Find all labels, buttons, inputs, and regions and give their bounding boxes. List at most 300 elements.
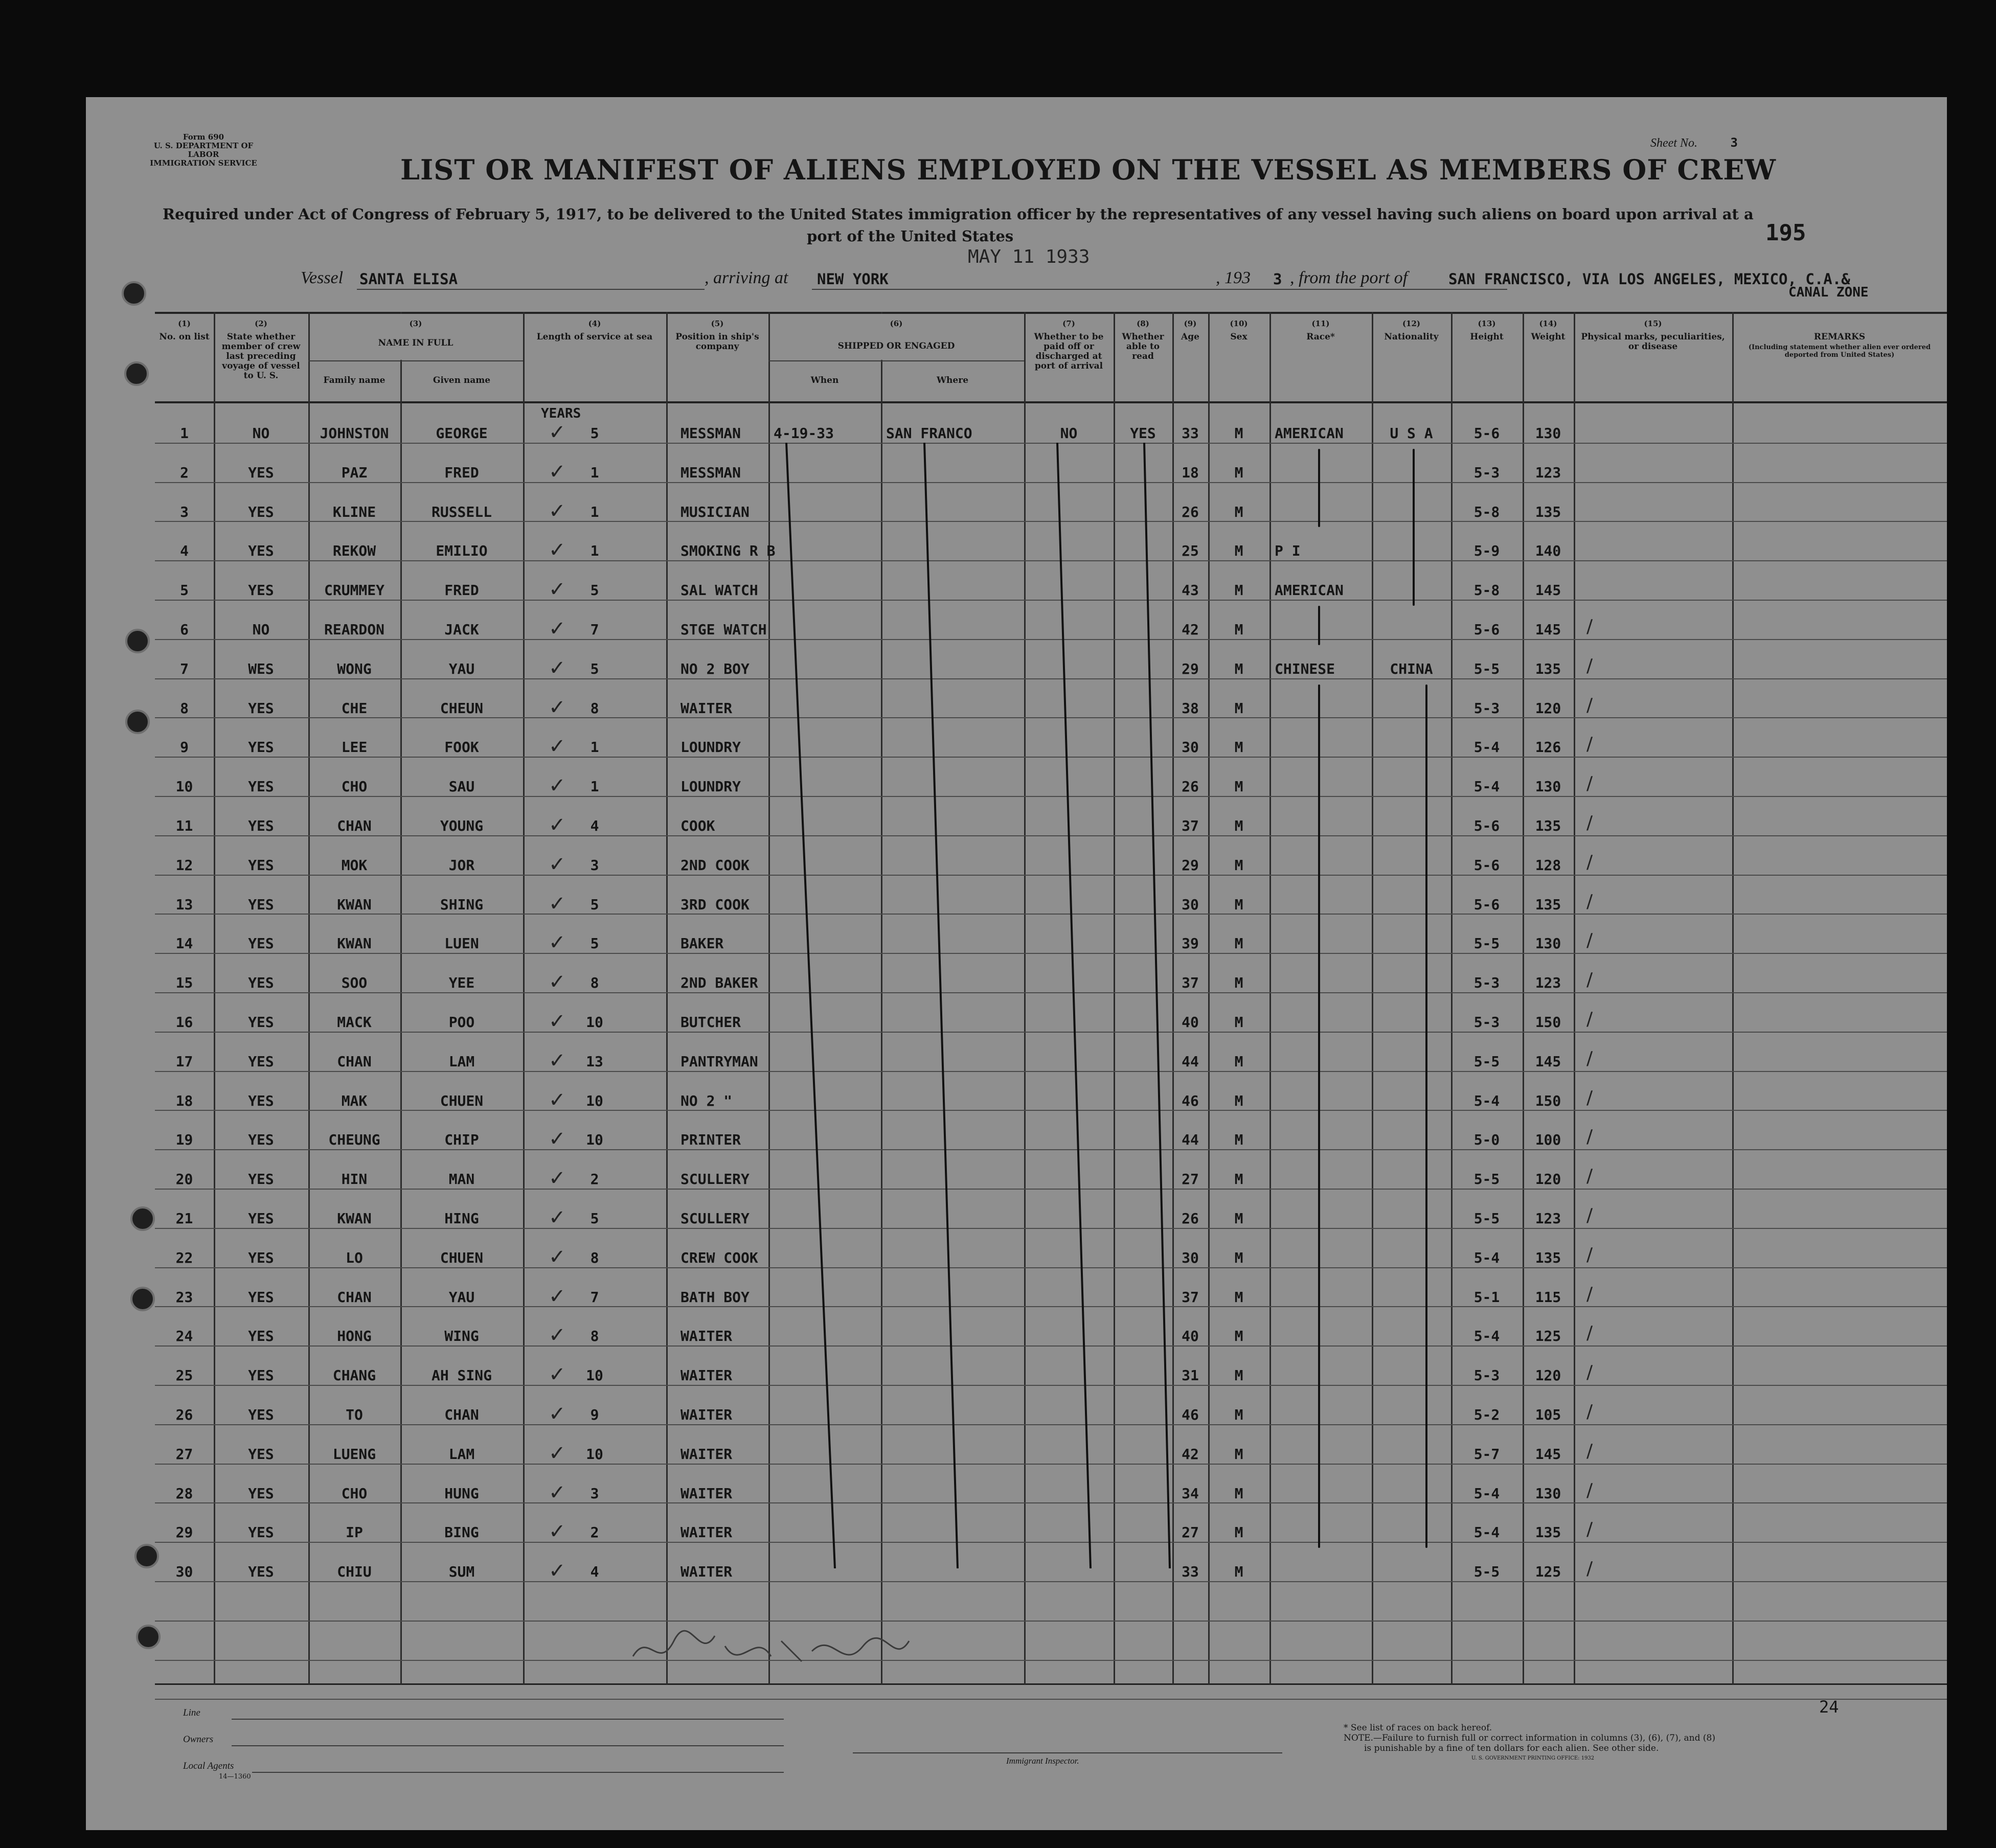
column-header-c15: Physical marks, peculiarities, or disease [1581,332,1725,352]
check-mark-icon: ✓ [549,1441,566,1465]
tick-mark-icon: / [1586,1283,1593,1305]
check-mark-icon: ✓ [549,499,566,523]
check-mark-icon: ✓ [549,538,566,562]
cell-position: SCULLERY [681,1210,750,1227]
year-digit: 3 [1273,270,1282,288]
column-number-c6: (6) [890,319,903,328]
cell-height: 5-3 [1473,974,1500,992]
cell-no: 23 [175,1288,193,1306]
cell-years: 4 [590,817,599,834]
department-line: U. S. DEPARTMENT OF LABOR [153,141,254,159]
tick-mark-icon: / [1586,930,1593,951]
cell-given: CHUEN [440,1249,484,1266]
cell-years: 1 [590,739,599,756]
cell-years: 5 [590,896,599,913]
cell-prev: YES [248,1092,274,1109]
cell-years: 8 [590,974,599,992]
check-mark-icon: ✓ [549,1088,566,1112]
cell-sex: M [1234,582,1243,599]
cell-age: 29 [1182,856,1199,874]
ditto-line [1413,449,1415,606]
cell-weight: 135 [1535,660,1561,677]
cell-family: REARDON [324,621,384,638]
column-header-c14: Weight [1531,332,1566,342]
cell-given: HING [444,1210,479,1227]
check-mark-icon: ✓ [549,656,566,680]
cell-family: KWAN [337,896,372,913]
sheet-number-block [1650,135,1738,150]
cell-sex: M [1234,1210,1243,1227]
tick-mark-icon: / [1586,616,1593,637]
cell-years: 2 [590,1171,599,1188]
cell-age: 27 [1182,1171,1199,1188]
check-mark-icon: ✓ [549,970,566,994]
line-label: Line [183,1707,200,1718]
cell-prev: YES [248,1406,274,1423]
cell-family: CRUMMEY [324,582,384,599]
cell-years: 8 [590,1328,599,1345]
cell-family: JOHNSTON [320,425,389,442]
cell-given: HUNG [444,1485,479,1502]
cell-weight: 150 [1535,1092,1561,1109]
check-mark-icon: ✓ [549,617,566,641]
arrival-port: NEW YORK [817,270,889,288]
cell-given: LUEN [444,935,479,952]
vessel-name: SANTA ELISA [359,270,458,288]
cell-weight: 115 [1535,1288,1561,1306]
ditto-line [1318,606,1320,645]
cell-no: 3 [180,503,189,520]
check-mark-icon: ✓ [549,1048,566,1073]
cell-prev: WES [248,660,274,677]
cell-given: CHAN [444,1406,479,1423]
cell-position: NO 2 " [681,1092,733,1109]
cell-prev: YES [248,1210,274,1227]
cell-prev: YES [248,699,274,717]
cell-family: PAZ [341,464,368,481]
tick-mark-icon: / [1586,969,1593,991]
ditto-line [1425,685,1427,1548]
sheet-label: Sheet No. [1650,136,1697,150]
cell-no: 17 [175,1053,193,1070]
cell-sex: M [1234,817,1243,834]
cell-age: 37 [1182,974,1199,992]
cell-no: 5 [180,582,189,599]
cell-prev: YES [248,1288,274,1306]
race-note: * See list of races on back hereof. [1344,1723,1492,1733]
cell-given: YAU [448,1288,475,1306]
cell-weight: 123 [1535,974,1561,992]
cell-weight: 120 [1535,1171,1561,1188]
check-mark-icon: ✓ [549,774,566,798]
tick-mark-icon: / [1586,1166,1593,1187]
check-mark-icon: ✓ [549,1167,566,1191]
cell-sex: M [1234,1288,1243,1306]
cell-given: LAM [448,1053,475,1070]
cell-prev: YES [248,1249,274,1266]
cell-age: 33 [1182,425,1199,442]
cell-age: 40 [1182,1014,1199,1031]
cell-weight: 100 [1535,1131,1561,1149]
vessel-line [301,268,1937,300]
cell-sex: M [1234,660,1243,677]
cell-no: 20 [175,1171,193,1188]
cell-position: 2ND BAKER [681,974,758,992]
cell-given: FRED [444,582,479,599]
cell-given: CHUEN [440,1092,484,1109]
tick-mark-icon: / [1586,1126,1593,1148]
check-mark-icon: ✓ [549,1127,566,1151]
cell-sex: M [1234,1485,1243,1502]
punch-hole [125,629,150,653]
cell-height: 5-6 [1473,621,1500,638]
cell-height: 5-3 [1473,1014,1500,1031]
cell-age: 42 [1182,621,1199,638]
tick-mark-icon: / [1586,1479,1593,1501]
cell-height: 5-6 [1473,856,1500,874]
cell-age: 18 [1182,464,1199,481]
cell-position: WAITER [681,1445,733,1463]
cell-prev: YES [248,1014,274,1031]
cell-weight: 145 [1535,582,1561,599]
cell-position: MESSMAN [681,425,741,442]
cell-prev: YES [248,817,274,834]
cell-years: 2 [590,1524,599,1541]
department-block [142,133,265,168]
punch-hole [130,1287,155,1311]
cell-position: SCULLERY [681,1171,750,1188]
cell-years: 4 [590,1563,599,1581]
cell-given: YAU [448,660,475,677]
cell-sex: M [1234,464,1243,481]
cell-family: CHO [341,1485,368,1502]
column-number-c4: (4) [588,319,601,328]
column-header-c7: Whether to be paid off or discharged at port of arrival [1034,332,1104,371]
check-mark-icon: ✓ [549,1324,566,1348]
cell-prev: YES [248,464,274,481]
departure-port-line2: CANAL ZONE [1788,285,1869,300]
cell-no: 22 [175,1249,193,1266]
cell-height: 5-4 [1473,778,1500,795]
cell-years: 8 [590,1249,599,1266]
column-header-family: Family name [323,375,385,385]
cell-no: 1 [180,425,189,442]
cell-family: MACK [337,1014,372,1031]
cell-race: P I [1275,542,1301,560]
cell-age: 30 [1182,1249,1199,1266]
column-header-c10: Sex [1230,332,1248,342]
page-number: 195 [1765,220,1806,246]
punch-hole [125,710,150,734]
cell-no: 8 [180,699,189,717]
cell-given: SHING [440,896,484,913]
cell-years: 10 [586,1445,603,1463]
cell-family: LEE [341,739,368,756]
cell-weight: 145 [1535,1445,1561,1463]
cell-age: 30 [1182,739,1199,756]
column-header-c2: State whether member of crew last preceding voyage of vessel to U. S. [221,332,301,381]
check-mark-icon: ✓ [549,1520,566,1544]
cell-prev: YES [248,739,274,756]
cell-no: 21 [175,1210,193,1227]
cell-position: NO 2 BOY [681,660,750,677]
cell-family: MOK [341,856,368,874]
cell-years: 7 [590,621,599,638]
cell-height: 5-4 [1473,739,1500,756]
cell-height: 5-8 [1473,582,1500,599]
cell-years: 7 [590,1288,599,1306]
ditto-line [1047,443,1101,1568]
check-mark-icon: ✓ [549,1363,566,1387]
cell-no: 27 [175,1445,193,1463]
cell-family: KWAN [337,1210,372,1227]
check-mark-icon: ✓ [549,695,566,719]
column-number-c9: (9) [1184,319,1197,328]
cell-prev: YES [248,1053,274,1070]
cell-height: 5-3 [1473,464,1500,481]
cell-age: 29 [1182,660,1199,677]
cell-sex: M [1234,1524,1243,1541]
cell-given: BING [444,1524,479,1541]
inspector-label: Immigrant Inspector. [1006,1756,1079,1766]
cell-height: 5-5 [1473,660,1500,677]
cell-no: 15 [175,974,193,992]
form-number: Form 690 [183,132,224,142]
cell-family: IP [346,1524,363,1541]
cell-given: RUSSELL [431,503,492,520]
cell-given: FRED [444,464,479,481]
form-subtitle-line2: port of the United States [807,227,1014,245]
cell-family: REKOW [332,542,376,560]
tick-mark-icon: / [1586,1205,1593,1226]
cell-height: 5-0 [1473,1131,1500,1149]
tick-mark-icon: / [1586,812,1593,833]
cell-family: KWAN [337,935,372,952]
cell-years: 10 [586,1014,603,1031]
cell-years: 3 [590,856,599,874]
cell-family: CHIU [337,1563,372,1581]
cell-position: SAL WATCH [681,582,758,599]
cell-weight: 120 [1535,699,1561,717]
cell-position: WAITER [681,1524,733,1541]
cell-age: 40 [1182,1328,1199,1345]
ditto-line [914,443,968,1568]
vessel-label: Vessel [301,268,344,287]
cell-no: 4 [180,542,189,560]
cell-position: WAITER [681,699,733,717]
check-mark-icon: ✓ [549,1206,566,1229]
cell-no: 2 [180,464,189,481]
cell-years: 10 [586,1367,603,1384]
cell-prev: YES [248,1367,274,1384]
column-header-c3: NAME IN FULL [378,338,453,348]
punch-hole [122,281,146,306]
column-header-remarks: REMARKS [1813,332,1866,342]
column-header-c11: Race* [1306,332,1335,342]
cell-no: 13 [175,896,193,913]
column-number-c11: (11) [1311,319,1330,328]
cell-sex: M [1234,621,1243,638]
cell-sex: M [1234,1328,1243,1345]
tick-mark-icon: / [1586,1362,1593,1383]
cell-height: 5-6 [1473,425,1500,442]
cell-sex: M [1234,1171,1243,1188]
cell-age: 33 [1182,1563,1199,1581]
cell-height: 5-3 [1473,699,1500,717]
cell-position: MUSICIAN [681,503,750,520]
corner-handwritten-mark: 24 [1819,1697,1839,1717]
cell-given: POO [448,1014,475,1031]
cell-family: CHE [341,699,368,717]
cell-given: JACK [444,621,479,638]
check-mark-icon: ✓ [549,1284,566,1308]
cell-age: 46 [1182,1406,1199,1423]
cell-years: 13 [586,1053,603,1070]
cell-position: CREW COOK [681,1249,758,1266]
cell-weight: 135 [1535,503,1561,520]
cell-family: CHAN [337,817,372,834]
tick-mark-icon: / [1586,1009,1593,1030]
cell-sex: M [1234,935,1243,952]
cell-nationality: U S A [1390,425,1433,442]
cell-age: 31 [1182,1367,1199,1384]
cell-sex: M [1234,1092,1243,1109]
cell-sex: M [1234,1563,1243,1581]
cell-age: 37 [1182,817,1199,834]
cell-sex: M [1234,1014,1243,1031]
cell-no: 12 [175,856,193,874]
column-number-c7: (7) [1062,319,1075,328]
cell-years: 5 [590,582,599,599]
cell-prev: YES [248,582,274,599]
cell-no: 6 [180,621,189,638]
cell-age: 39 [1182,935,1199,952]
cell-height: 5-5 [1473,935,1500,952]
cell-years: 1 [590,503,599,520]
cell-age: 46 [1182,1092,1199,1109]
tick-mark-icon: / [1586,1322,1593,1344]
check-mark-icon: ✓ [549,931,566,955]
cell-given: SAU [448,778,475,795]
ditto-line [1318,685,1320,1548]
cell-family: TO [346,1406,363,1423]
cell-weight: 135 [1535,896,1561,913]
cell-sex: M [1234,1445,1243,1463]
cell-prev: YES [248,1563,274,1581]
cell-family: HONG [337,1328,372,1345]
column-number-c8: (8) [1137,319,1149,328]
cell-age: 30 [1182,896,1199,913]
cell-weight: 126 [1535,739,1561,756]
cell-prev: YES [248,1485,274,1502]
column-header-c13: Height [1470,332,1504,342]
check-mark-icon: ✓ [549,1010,566,1033]
cell-family: CHANG [332,1367,376,1384]
cell-given: MAN [448,1171,475,1188]
column-number-c12: (12) [1402,319,1421,328]
column-header-when: When [810,375,839,385]
cell-years: 8 [590,699,599,717]
cell-given: YEE [448,974,475,992]
cell-prev: YES [248,778,274,795]
cell-no: 25 [175,1367,193,1384]
cell-height: 5-4 [1473,1249,1500,1266]
cell-given: AH SING [431,1367,492,1384]
column-header-given: Given name [433,375,491,385]
cell-family: MAK [341,1092,368,1109]
cell-position: LOUNDRY [681,739,741,756]
cell-given: YOUNG [440,817,484,834]
cell-prev: YES [248,974,274,992]
cell-family: LO [346,1249,363,1266]
punch-hole [124,361,149,386]
sheet-number: 3 [1730,135,1738,150]
cell-years: 1 [590,542,599,560]
check-mark-icon: ✓ [549,813,566,837]
cell-sex: M [1234,503,1243,520]
cell-no: 11 [175,817,193,834]
cell-given: EMILIO [436,542,488,560]
column-header-c5: Position in ship's company [675,332,759,352]
cell-age: 44 [1182,1131,1199,1149]
cell-years: 5 [590,935,599,952]
cell-height: 5-4 [1473,1485,1500,1502]
cell-family: HIN [341,1171,368,1188]
cell-prev: YES [248,503,274,520]
cell-sex: M [1234,425,1243,442]
cell-sex: M [1234,1053,1243,1070]
cell-weight: 130 [1535,778,1561,795]
cell-family: KLINE [332,503,376,520]
cell-weight: 123 [1535,464,1561,481]
cell-where: SAN FRANCO [886,425,972,442]
column-header-c9: Age [1181,332,1199,342]
tick-mark-icon: / [1586,1087,1593,1108]
cell-no: 29 [175,1524,193,1541]
departure-port: SAN FRANCISCO, VIA LOS ANGELES, MEXICO, C.A.& [1448,270,1850,288]
cell-weight: 145 [1535,1053,1561,1070]
cell-age: 26 [1182,503,1199,520]
cell-position: STGE WATCH [681,621,767,638]
years-unit-label: YEARS [541,406,581,421]
cell-no: 30 [175,1563,193,1581]
column-header-c6: SHIPPED OR ENGAGED [837,341,955,351]
cell-years: 5 [590,660,599,677]
cell-weight: 105 [1535,1406,1561,1423]
cell-age: 34 [1182,1485,1199,1502]
cell-no: 24 [175,1328,193,1345]
check-mark-icon: ✓ [549,1245,566,1269]
cell-position: BUTCHER [681,1014,741,1031]
cell-given: CHIP [444,1131,479,1149]
cell-height: 5-4 [1473,1328,1500,1345]
cell-given: CHEUN [440,699,484,717]
cell-race: AMERICAN [1275,582,1344,599]
cell-weight: 145 [1535,621,1561,638]
cell-height: 5-8 [1473,503,1500,520]
cell-no: 19 [175,1131,193,1149]
agents-label: Local Agents [183,1761,234,1771]
year-label: , 193 [1216,268,1251,287]
cell-no: 7 [180,660,189,677]
tick-mark-icon: / [1586,773,1593,794]
column-number-c1: (1) [178,319,191,328]
tick-mark-icon: / [1586,655,1593,676]
cell-prev: YES [248,1445,274,1463]
column-number-c15: (15) [1644,319,1662,328]
cell-height: 5-9 [1473,542,1500,560]
cell-given: WING [444,1328,479,1345]
